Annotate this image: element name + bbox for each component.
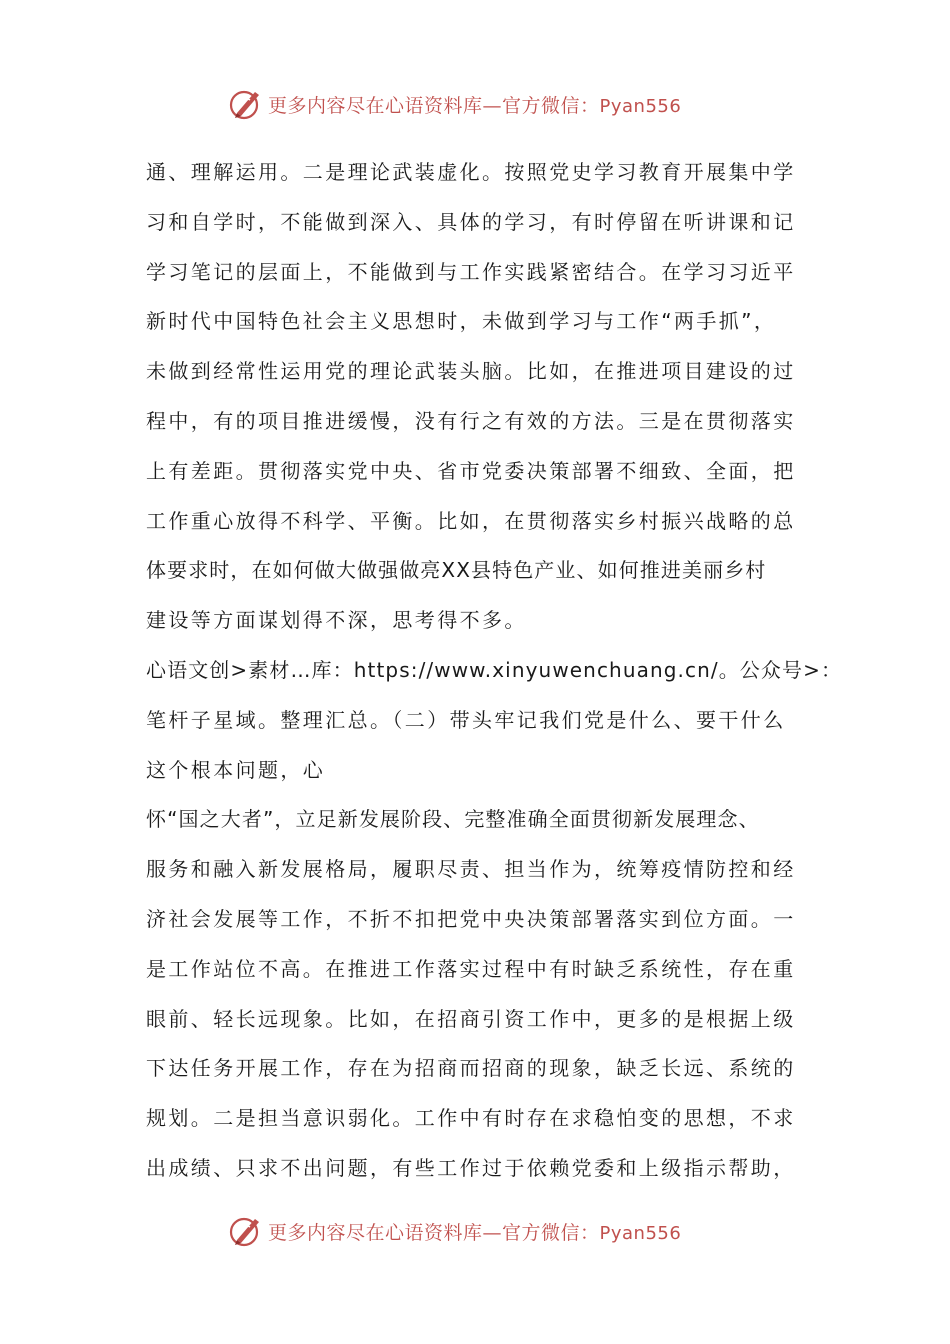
text-line: 上有差距。贯彻落实党中央、省市党委决策部署不细致、全面，把	[146, 458, 796, 483]
text-line: 笔杆子星域。整理汇总。（二）带头牢记我们党是什么、要干什么	[146, 707, 786, 732]
text-line: 怀“国之大者”，立足新发展阶段、完整准确全面贯彻新发展理念、	[146, 807, 760, 832]
text-line: 济社会发展等工作，不折不扣把党中央决策部署落实到位方面。一	[146, 906, 796, 931]
text-line: 未做到经常性运用党的理论武装头脑。比如，在推进项目建设的过	[146, 359, 796, 384]
text-line: 体要求时，在如何做大做强做亮XX县特色产业、如何推进美丽乡村	[146, 558, 767, 583]
header-wechat-id: Pyan556	[599, 95, 682, 117]
text-line: 下达任务开展工作，存在为招商而招商的现象，缺乏长远、系统的	[146, 1056, 796, 1081]
text-line: 眼前、轻长远现象。比如，在招商引资工作中，更多的是根据上级	[146, 1006, 796, 1031]
header-banner	[228, 84, 681, 124]
text-line: 是工作站位不高。在推进工作落实过程中有时缺乏系统性，存在重	[146, 956, 796, 981]
text-line: 建设等方面谋划得不深，思考得不多。	[146, 608, 527, 633]
text-line: 通、理解运用。二是理论武装虚化。按照党史学习教育开展集中学	[146, 160, 796, 184]
source-line: 心语文创>素材…库：https://www.xinyuwenchuang.cn/。公众号>：	[146, 657, 843, 682]
text-line: 服务和融入新发展格局，履职尽责、担当作为，统筹疫情防控和经	[146, 857, 796, 882]
text-line: 习和自学时，不能做到深入、具体的学习，有时停留在听讲课和记	[146, 209, 796, 234]
text-line: 这个根本问题，心	[146, 757, 326, 782]
text-line: 出成绩、只求不出问题，有些工作过于依赖党委和上级指示帮助，	[146, 1155, 796, 1180]
pen-circle-logo-icon	[228, 86, 264, 122]
text-line: 程中，有的项目推进缓慢，没有行之有效的方法。三是在贯彻落实	[146, 408, 796, 433]
document-body	[146, 148, 843, 1194]
header-banner-text: 更多内容尽在心语资料库—官方微信：Pyan556	[268, 94, 682, 117]
footer-wechat-id: Pyan556	[599, 1222, 682, 1244]
text-line: 规划。二是担当意识弱化。工作中有时存在求稳怕变的思想，不求	[146, 1106, 796, 1131]
text-line: 学习笔记的层面上，不能做到与工作实践紧密结合。在学习习近平	[146, 259, 796, 284]
text-line: 工作重心放得不科学、平衡。比如，在贯彻落实乡村振兴战略的总	[146, 508, 796, 533]
text-line: 新时代中国特色社会主义思想时，未做到学习与工作“两手抓”，	[146, 309, 777, 334]
footer-banner	[228, 1211, 681, 1251]
footer-banner-text: 更多内容尽在心语资料库—官方微信：Pyan556	[268, 1221, 682, 1244]
pen-circle-logo-icon	[228, 1213, 264, 1249]
